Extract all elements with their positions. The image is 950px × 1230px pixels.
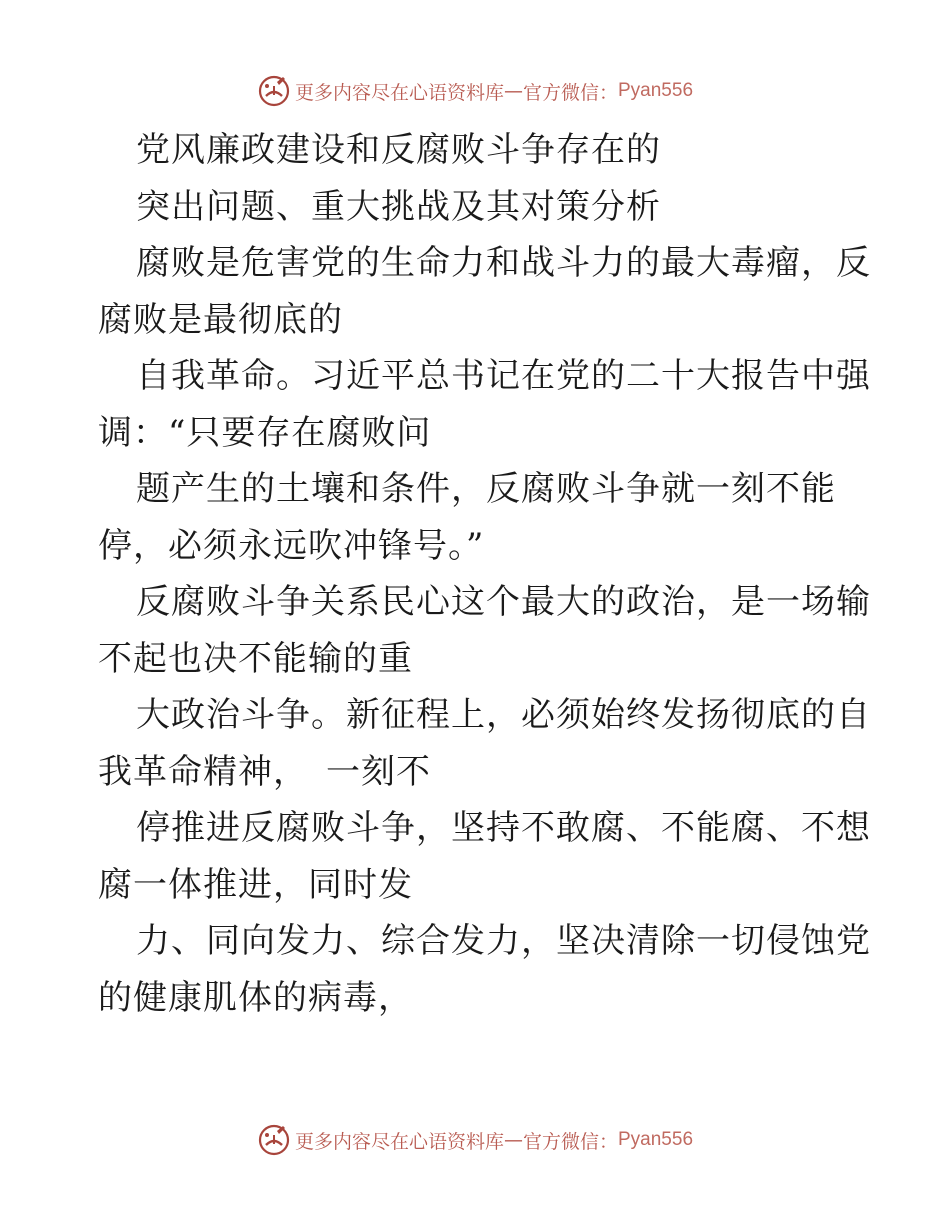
- paragraph-line: 调：“只要存在腐败问: [98, 412, 432, 453]
- paragraph-line: 的健康肌体的病毒，: [98, 977, 413, 1018]
- paragraph-line: 大政治斗争。新征程上，必须始终发扬彻底的自: [136, 695, 871, 735]
- paragraph-line: 自我革命。习近平总书记在党的二十大报告中强: [136, 356, 871, 396]
- paragraph-line: 我革命精神， 一刻不: [98, 751, 431, 792]
- banner-dash: —: [503, 1129, 523, 1151]
- book-pen-logo-icon: [257, 1123, 291, 1157]
- paragraph-line: 腐一体推进，同时发: [98, 864, 413, 905]
- paragraph-line: 腐败是最彻底的: [98, 299, 343, 340]
- paragraph-line: 停，必须永远吹冲锋号。”: [98, 525, 485, 566]
- footer-watermark-banner: [0, 1120, 950, 1160]
- banner-wechat-label: 官方微信：: [522, 81, 618, 104]
- title-line-2: 突出问题、重大挑战及其对策分析: [136, 186, 661, 227]
- header-watermark-banner: [0, 71, 950, 111]
- paragraph-line: 不起也决不能输的重: [98, 638, 413, 679]
- document-body: [98, 122, 871, 1026]
- banner-dash: —: [503, 80, 523, 102]
- banner-wechat-id: Pyan556: [618, 80, 694, 101]
- book-pen-logo-icon: [257, 74, 291, 108]
- banner-title: 更多内容尽在心语资料库: [294, 81, 504, 104]
- banner-title: 更多内容尽在心语资料库: [294, 1130, 504, 1153]
- paragraph-line: 力、同向发力、综合发力，坚决清除一切侵蚀党: [136, 921, 871, 961]
- banner-wechat-label: 官方微信：: [522, 1130, 618, 1153]
- banner-wechat-id: Pyan556: [618, 1129, 694, 1150]
- paragraph-line: 反腐败斗争关系民心这个最大的政治，是一场输: [136, 582, 871, 622]
- paragraph-line: 停推进反腐败斗争，坚持不敢腐、不能腐、不想: [136, 808, 871, 848]
- title-line-1: 党风廉政建设和反腐败斗争存在的: [136, 130, 661, 170]
- paragraph-line: 腐败是危害党的生命力和战斗力的最大毒瘤，反: [136, 243, 871, 283]
- paragraph-line: 题产生的土壤和条件，反腐败斗争就一刻不能: [136, 469, 836, 509]
